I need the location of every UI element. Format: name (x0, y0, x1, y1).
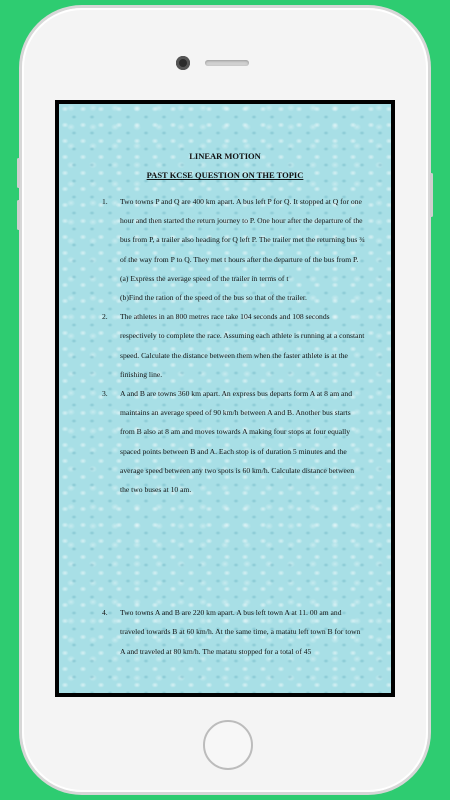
question-4 (59, 603, 391, 661)
question-part-a: (a) Express the average speed of the trailer in terms of t (120, 273, 289, 283)
volume-down-button (17, 200, 20, 230)
home-button-icon[interactable] (203, 720, 253, 770)
page-title: LINEAR MOTION (189, 151, 261, 161)
phone-screen (55, 100, 395, 697)
page-subtitle: PAST KCSE QUESTION ON THE TOPIC (146, 170, 304, 180)
volume-up-button (17, 158, 20, 188)
power-button (430, 173, 433, 217)
question-3 (59, 384, 391, 499)
question-number: 1. (102, 197, 108, 206)
question-number: 4. (102, 608, 108, 618)
speaker-grille (205, 60, 249, 66)
document-page[interactable] (59, 104, 391, 693)
question-part-b: (b)Find the ration of the speed of the bus so that of the trailer. (120, 293, 307, 303)
question-2 (59, 307, 391, 384)
question-text: The athletes in an 800 metres race take 104 seconds and 108 seconds respectively to complete the race. Assuming each athlete is running at a constant speed. Calculate the distance between them when the faster athlete is at the finishing line. (120, 312, 365, 379)
question-number: 3. (102, 389, 108, 399)
question-number: 2. (102, 312, 108, 322)
question-text: A and B are towns 360 km apart. An express bus departs form A at 8 am and maintains an average speed of 90 km/h between A and B. Another bus starts from B also at 8 am and moves towards A making four stops at four equally spaced points between B and A. Each stop is of duration 5 minutes and the average speed between any two spots is 60 km/h. Calculate distance between the two buses at 10 am. (120, 389, 355, 495)
front-camera-icon (176, 56, 190, 70)
question-list (59, 192, 391, 661)
question-text: Two towns P and Q are 400 km apart. A bus left P for Q. It stopped at Q for one hour and then started the return journey to P. One hour after the departure of the bus from P, a trailer also heading for Q left P. The trailer met the returning bus ¾ of the way from P to Q. They met t hours after the departure of the bus from P. (120, 197, 365, 264)
question-1 (59, 192, 391, 307)
question-text: Two towns A and B are 220 km apart. A bus left town A at 11. 00 am and traveled towards B at 60 km/h. At the same time, a matatu left town B for town A and traveled at 80 km/h. The matatu stopped for a total of 45 (120, 608, 361, 656)
